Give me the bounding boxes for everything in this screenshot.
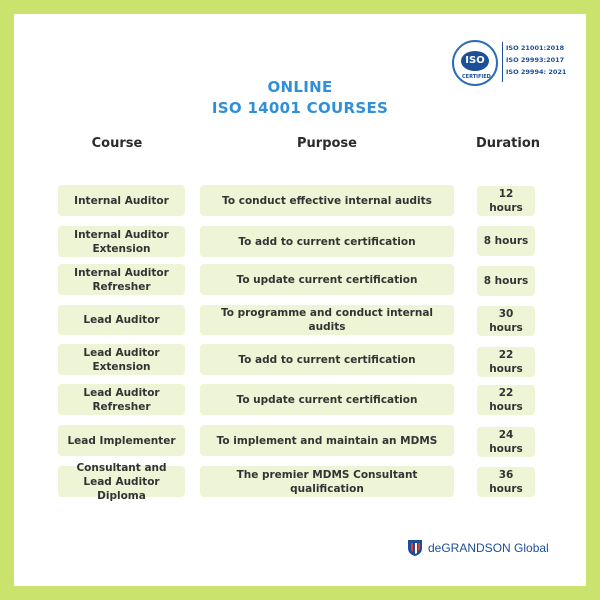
purpose-cell: To programme and conduct internal audits: [200, 305, 454, 335]
course-cell: Lead Implementer: [58, 425, 185, 456]
duration-cell: 24 hours: [477, 427, 535, 457]
course-cell: Internal Auditor: [58, 185, 185, 216]
purpose-cell: To add to current certification: [200, 344, 454, 375]
course-cell: Internal Auditor Refresher: [58, 264, 185, 295]
course-cell: Lead Auditor Refresher: [58, 384, 185, 415]
brand-logo: [406, 539, 549, 557]
purpose-cell: To update current certification: [200, 264, 454, 295]
course-cell: Internal Auditor Extension: [58, 226, 185, 257]
column-header-course: Course: [91, 136, 143, 151]
course-cell: Consultant and Lead Auditor Diploma: [58, 466, 185, 497]
course-cell: Lead Auditor: [58, 305, 185, 335]
purpose-cell: To conduct effective internal audits: [200, 185, 454, 216]
iso-standard: ISO 29994: 2021: [506, 68, 567, 76]
duration-cell: 36 hours: [477, 467, 535, 497]
column-header-purpose: Purpose: [297, 136, 357, 151]
duration-cell: 8 hours: [477, 226, 535, 256]
duration-cell: 22 hours: [477, 385, 535, 415]
duration-cell: 22 hours: [477, 347, 535, 377]
iso-certified-badge: [452, 40, 567, 90]
duration-cell: 12 hours: [477, 186, 535, 216]
shield-logo-icon: [406, 539, 424, 557]
purpose-cell: To implement and maintain an MDMS: [200, 425, 454, 456]
purpose-cell: To update current certification: [200, 384, 454, 415]
iso-standard: ISO 21001:2018: [506, 44, 565, 52]
iso-divider: [502, 42, 503, 82]
iso-mark: ISO: [461, 51, 489, 71]
duration-cell: 8 hours: [477, 266, 535, 296]
iso-seal-icon: [452, 40, 498, 86]
purpose-cell: The premier MDMS Consultant qualification: [200, 466, 454, 497]
purpose-cell: To add to current certification: [200, 226, 454, 257]
iso-standard: ISO 29993:2017: [506, 56, 565, 64]
course-cell: Lead Auditor Extension: [58, 344, 185, 375]
brand-name: deGRANDSON Global: [428, 541, 549, 555]
column-header-duration: Duration: [475, 136, 541, 151]
page-title-line1: ONLINE: [267, 78, 333, 96]
iso-caption: CERTIFIED: [462, 74, 491, 80]
duration-cell: 30 hours: [477, 306, 535, 336]
page-title-line2: ISO 14001 COURSES: [211, 99, 389, 117]
